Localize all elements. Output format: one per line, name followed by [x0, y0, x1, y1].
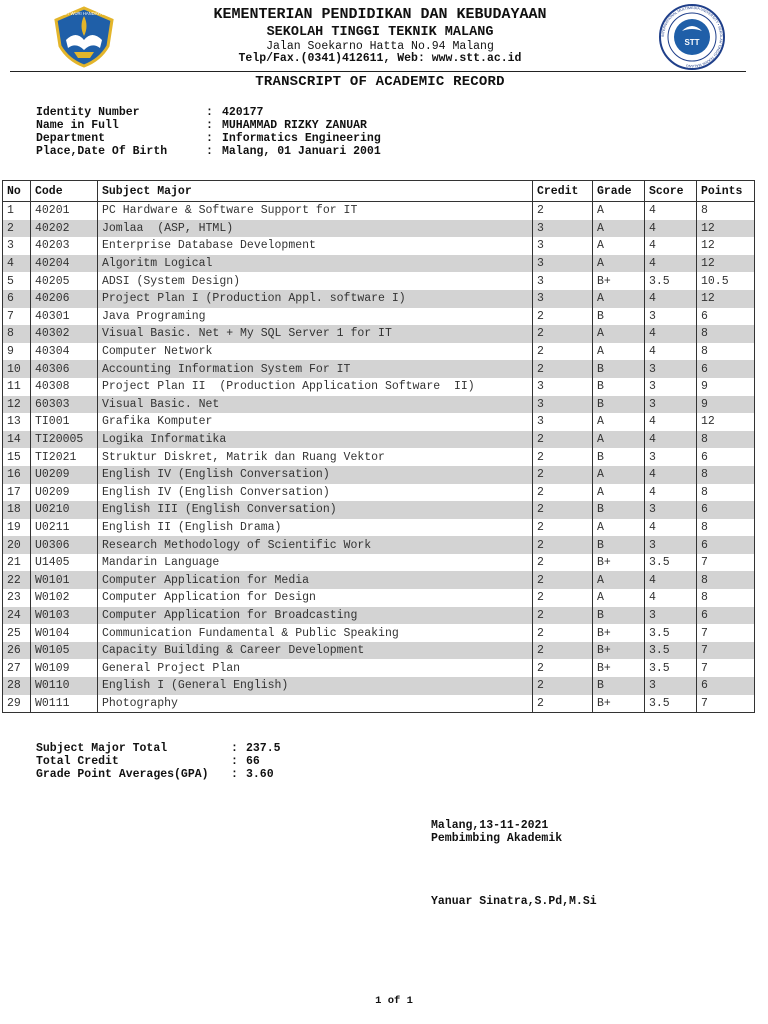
cell-score: 4 [645, 325, 697, 343]
cell-score: 3.5 [645, 642, 697, 660]
birth-label: Place,Date Of Birth [36, 145, 168, 158]
cell-no: 18 [3, 501, 31, 519]
table-row [3, 589, 755, 607]
department-value: Informatics Engineering [222, 132, 381, 145]
cell-score: 4 [645, 255, 697, 273]
table-row [3, 677, 755, 695]
totals-colon: : [231, 768, 238, 781]
cell-score: 3 [645, 677, 697, 695]
cell-score: 3.5 [645, 659, 697, 677]
cell-no: 13 [3, 413, 31, 431]
cell-no: 3 [3, 237, 31, 255]
cell-grade: B [593, 448, 645, 466]
cell-code: U0306 [31, 536, 98, 554]
cell-no: 14 [3, 431, 31, 449]
cell-code: W0105 [31, 642, 98, 660]
cell-credit: 2 [533, 202, 593, 220]
transcript-table [2, 180, 755, 713]
table-row [3, 255, 755, 273]
cell-credit: 2 [533, 325, 593, 343]
cell-grade: B [593, 501, 645, 519]
cell-code: W0109 [31, 659, 98, 677]
cell-credit: 3 [533, 378, 593, 396]
cell-score: 4 [645, 519, 697, 537]
school-name: SEKOLAH TINGGI TEKNIK MALANG [266, 25, 494, 40]
cell-score: 3 [645, 308, 697, 326]
cell-no: 29 [3, 695, 31, 713]
cell-grade: B [593, 396, 645, 414]
cell-code: U0211 [31, 519, 98, 537]
gpa-label: Grade Point Averages(GPA) [36, 768, 209, 781]
cell-score: 3 [645, 378, 697, 396]
cell-no: 4 [3, 255, 31, 273]
cell-credit: 2 [533, 554, 593, 572]
cell-subject: Struktur Diskret, Matrik dan Ruang Vektor [98, 448, 533, 466]
table-row [3, 237, 755, 255]
identity-colon: : [206, 119, 213, 132]
cell-code: W0103 [31, 607, 98, 625]
cell-credit: 2 [533, 695, 593, 713]
full-name-label: Name in Full [36, 119, 119, 132]
table-row [3, 695, 755, 713]
cell-points: 7 [697, 695, 755, 713]
cell-points: 12 [697, 255, 755, 273]
cell-score: 3 [645, 396, 697, 414]
cell-points: 10.5 [697, 272, 755, 290]
cell-points: 8 [697, 202, 755, 220]
cell-grade: A [593, 255, 645, 273]
cell-credit: 3 [533, 255, 593, 273]
cell-no: 10 [3, 360, 31, 378]
cell-points: 7 [697, 642, 755, 660]
cell-subject: Enterprise Database Development [98, 237, 533, 255]
cell-grade: A [593, 202, 645, 220]
cell-subject: Computer Network [98, 343, 533, 361]
cell-credit: 2 [533, 607, 593, 625]
totals-colon: : [231, 742, 238, 755]
cell-no: 16 [3, 466, 31, 484]
cell-no: 25 [3, 624, 31, 642]
cell-points: 6 [697, 677, 755, 695]
cell-points: 6 [697, 448, 755, 466]
table-row [3, 607, 755, 625]
cell-subject: English IV (English Conversation) [98, 484, 533, 502]
cell-code: 40301 [31, 308, 98, 326]
cell-score: 4 [645, 290, 697, 308]
subject-total-label: Subject Major Total [36, 742, 168, 755]
cell-credit: 2 [533, 589, 593, 607]
cell-score: 3 [645, 536, 697, 554]
cell-grade: B [593, 308, 645, 326]
table-row [3, 642, 755, 660]
cell-score: 3 [645, 501, 697, 519]
school-address: Jalan Soekarno Hatta No.94 Malang [266, 40, 494, 53]
birth-value: Malang, 01 Januari 2001 [222, 145, 381, 158]
cell-grade: A [593, 571, 645, 589]
cell-no: 24 [3, 607, 31, 625]
column-header-subject: Subject Major [98, 181, 533, 202]
table-body [3, 202, 755, 713]
cell-points: 8 [697, 484, 755, 502]
cell-points: 7 [697, 554, 755, 572]
cell-code: W0101 [31, 571, 98, 589]
cell-grade: A [593, 466, 645, 484]
cell-no: 22 [3, 571, 31, 589]
cell-subject: Capacity Building & Career Development [98, 642, 533, 660]
page-number: 1 of 1 [375, 995, 413, 1007]
cell-code: 40302 [31, 325, 98, 343]
cell-subject: Grafika Komputer [98, 413, 533, 431]
cell-credit: 2 [533, 360, 593, 378]
cell-code: U1405 [31, 554, 98, 572]
cell-subject: Project Plan II (Production Application Software II) [98, 378, 533, 396]
cell-grade: A [593, 589, 645, 607]
document-title: TRANSCRIPT OF ACADEMIC RECORD [255, 74, 505, 90]
cell-grade: B+ [593, 624, 645, 642]
cell-credit: 2 [533, 536, 593, 554]
table-row [3, 536, 755, 554]
cell-credit: 3 [533, 396, 593, 414]
cell-no: 20 [3, 536, 31, 554]
cell-credit: 2 [533, 624, 593, 642]
column-header-grade: Grade [593, 181, 645, 202]
cell-score: 3 [645, 607, 697, 625]
cell-code: 40201 [31, 202, 98, 220]
cell-code: W0104 [31, 624, 98, 642]
cell-no: 11 [3, 378, 31, 396]
cell-subject: Computer Application for Broadcasting [98, 607, 533, 625]
cell-subject: Computer Application for Media [98, 571, 533, 589]
cell-no: 26 [3, 642, 31, 660]
table-row [3, 290, 755, 308]
table-row [3, 571, 755, 589]
column-header-score: Score [645, 181, 697, 202]
cell-code: 60303 [31, 396, 98, 414]
identity-colon: : [206, 145, 213, 158]
cell-no: 9 [3, 343, 31, 361]
cell-credit: 2 [533, 571, 593, 589]
cell-subject: PC Hardware & Software Support for IT [98, 202, 533, 220]
cell-points: 6 [697, 607, 755, 625]
cell-credit: 2 [533, 501, 593, 519]
cell-subject: English III (English Conversation) [98, 501, 533, 519]
cell-points: 8 [697, 343, 755, 361]
cell-grade: B+ [593, 642, 645, 660]
table-row [3, 448, 755, 466]
gpa-value: 3.60 [246, 768, 274, 781]
cell-points: 9 [697, 396, 755, 414]
cell-credit: 2 [533, 343, 593, 361]
table-row [3, 325, 755, 343]
cell-grade: A [593, 325, 645, 343]
cell-points: 8 [697, 325, 755, 343]
cell-grade: B [593, 607, 645, 625]
cell-score: 3.5 [645, 272, 697, 290]
cell-score: 4 [645, 431, 697, 449]
cell-no: 17 [3, 484, 31, 502]
cell-grade: B [593, 360, 645, 378]
subject-total-value: 237.5 [246, 742, 281, 755]
cell-no: 7 [3, 308, 31, 326]
table-row [3, 519, 755, 537]
identity-number-label: Identity Number [36, 106, 140, 119]
cell-subject: Visual Basic. Net [98, 396, 533, 414]
column-header-code: Code [31, 181, 98, 202]
cell-no: 23 [3, 589, 31, 607]
logo-left-text: TUT WURI HANDAYANI [61, 11, 107, 16]
school-contact: Telp/Fax.(0341)412611, Web: www.stt.ac.id [238, 52, 522, 65]
table-row [3, 501, 755, 519]
table-row [3, 272, 755, 290]
cell-points: 8 [697, 466, 755, 484]
cell-subject: Java Programing [98, 308, 533, 326]
cell-code: 40204 [31, 255, 98, 273]
cell-no: 6 [3, 290, 31, 308]
cell-code: 40306 [31, 360, 98, 378]
cell-grade: A [593, 220, 645, 238]
table-row [3, 484, 755, 502]
cell-subject: English IV (English Conversation) [98, 466, 533, 484]
cell-score: 4 [645, 237, 697, 255]
cell-score: 3 [645, 448, 697, 466]
cell-score: 4 [645, 571, 697, 589]
cell-code: 40206 [31, 290, 98, 308]
cell-points: 6 [697, 308, 755, 326]
cell-credit: 2 [533, 659, 593, 677]
cell-credit: 2 [533, 431, 593, 449]
cell-code: TI001 [31, 413, 98, 431]
cell-score: 3.5 [645, 554, 697, 572]
cell-subject: Research Methodology of Scientific Work [98, 536, 533, 554]
cell-no: 1 [3, 202, 31, 220]
column-header-credit: Credit [533, 181, 593, 202]
cell-score: 4 [645, 484, 697, 502]
identity-colon: : [206, 106, 213, 119]
table-row [3, 202, 755, 220]
column-header-no: No [3, 181, 31, 202]
cell-grade: B [593, 677, 645, 695]
total-credit-value: 66 [246, 755, 260, 768]
cell-score: 3.5 [645, 624, 697, 642]
cell-grade: B [593, 536, 645, 554]
cell-score: 4 [645, 466, 697, 484]
cell-credit: 2 [533, 466, 593, 484]
cell-subject: Accounting Information System For IT [98, 360, 533, 378]
department-label: Department [36, 132, 106, 145]
cell-code: 40205 [31, 272, 98, 290]
cell-no: 28 [3, 677, 31, 695]
cell-credit: 2 [533, 484, 593, 502]
cell-no: 27 [3, 659, 31, 677]
ministry-name: KEMENTERIAN PENDIDIKAN DAN KEBUDAYAAN [213, 6, 547, 23]
cell-points: 12 [697, 237, 755, 255]
tut-wuri-handayani-logo [50, 6, 118, 68]
cell-grade: A [593, 484, 645, 502]
cell-points: 7 [697, 624, 755, 642]
cell-subject: Logika Informatika [98, 431, 533, 449]
table-row [3, 413, 755, 431]
cell-grade: A [593, 290, 645, 308]
cell-score: 4 [645, 202, 697, 220]
cell-grade: A [593, 343, 645, 361]
cell-no: 8 [3, 325, 31, 343]
cell-points: 8 [697, 519, 755, 537]
cell-grade: B [593, 378, 645, 396]
cell-score: 4 [645, 589, 697, 607]
stt-logo [656, 3, 728, 71]
table-row [3, 360, 755, 378]
logo-right-ring-text: INTERNATIONAL MULTIMEDIA UNIVERSITY • SEKOLAH TINGGI TEKNIK MALANG [660, 5, 724, 69]
cell-code: 40202 [31, 220, 98, 238]
logo-right-text: STT [684, 38, 700, 47]
cell-subject: Communication Fundamental & Public Speaking [98, 624, 533, 642]
cell-grade: B+ [593, 554, 645, 572]
cell-subject: General Project Plan [98, 659, 533, 677]
table-header-row [3, 181, 755, 202]
cell-code: W0111 [31, 695, 98, 713]
cell-code: U0209 [31, 466, 98, 484]
cell-grade: A [593, 237, 645, 255]
identity-number-value: 420177 [222, 106, 264, 119]
identity-colon: : [206, 132, 213, 145]
table-row [3, 624, 755, 642]
header-divider [10, 71, 746, 72]
cell-points: 12 [697, 413, 755, 431]
cell-points: 8 [697, 571, 755, 589]
cell-points: 12 [697, 220, 755, 238]
table-row [3, 554, 755, 572]
cell-points: 9 [697, 378, 755, 396]
cell-score: 4 [645, 220, 697, 238]
table-row [3, 659, 755, 677]
cell-points: 12 [697, 290, 755, 308]
cell-subject: Computer Application for Design [98, 589, 533, 607]
cell-no: 21 [3, 554, 31, 572]
cell-points: 8 [697, 431, 755, 449]
cell-grade: A [593, 413, 645, 431]
cell-points: 8 [697, 589, 755, 607]
cell-no: 2 [3, 220, 31, 238]
cell-subject: Algoritm Logical [98, 255, 533, 273]
cell-code: 40308 [31, 378, 98, 396]
totals-colon: : [231, 755, 238, 768]
table-row [3, 378, 755, 396]
cell-grade: B+ [593, 272, 645, 290]
cell-code: TI20005 [31, 431, 98, 449]
table-row [3, 308, 755, 326]
cell-subject: English I (General English) [98, 677, 533, 695]
cell-credit: 2 [533, 448, 593, 466]
table-row [3, 396, 755, 414]
cell-credit: 3 [533, 413, 593, 431]
cell-no: 5 [3, 272, 31, 290]
cell-subject: Jomlaa (ASP, HTML) [98, 220, 533, 238]
cell-grade: B+ [593, 695, 645, 713]
cell-code: U0209 [31, 484, 98, 502]
cell-subject: Photography [98, 695, 533, 713]
total-credit-label: Total Credit [36, 755, 119, 768]
cell-code: W0110 [31, 677, 98, 695]
cell-credit: 3 [533, 290, 593, 308]
cell-grade: A [593, 431, 645, 449]
cell-credit: 2 [533, 642, 593, 660]
cell-grade: A [593, 519, 645, 537]
cell-code: 40203 [31, 237, 98, 255]
column-header-points: Points [697, 181, 755, 202]
cell-points: 6 [697, 360, 755, 378]
cell-credit: 2 [533, 519, 593, 537]
cell-code: W0102 [31, 589, 98, 607]
table-row [3, 220, 755, 238]
cell-subject: Visual Basic. Net + My SQL Server 1 for IT [98, 325, 533, 343]
table-row [3, 431, 755, 449]
cell-subject: Project Plan I (Production Appl. software I) [98, 290, 533, 308]
cell-credit: 3 [533, 237, 593, 255]
cell-points: 6 [697, 501, 755, 519]
table-row [3, 466, 755, 484]
cell-code: U0210 [31, 501, 98, 519]
cell-points: 6 [697, 536, 755, 554]
cell-points: 7 [697, 659, 755, 677]
cell-code: 40304 [31, 343, 98, 361]
cell-credit: 3 [533, 272, 593, 290]
cell-score: 4 [645, 413, 697, 431]
cell-subject: English II (English Drama) [98, 519, 533, 537]
cell-code: TI2021 [31, 448, 98, 466]
table-row [3, 343, 755, 361]
full-name-value: MUHAMMAD RIZKY ZANUAR [222, 119, 367, 132]
cell-score: 4 [645, 343, 697, 361]
cell-score: 3 [645, 360, 697, 378]
signature-role: Pembimbing Akademik [431, 832, 563, 845]
signature-place-date: Malang,13-11-2021 [431, 819, 549, 832]
cell-subject: ADSI (System Design) [98, 272, 533, 290]
cell-subject: Mandarin Language [98, 554, 533, 572]
signature-name: Yanuar Sinatra,S.Pd,M.Si [431, 895, 597, 908]
cell-no: 12 [3, 396, 31, 414]
cell-credit: 2 [533, 677, 593, 695]
cell-score: 3.5 [645, 695, 697, 713]
cell-grade: B+ [593, 659, 645, 677]
cell-credit: 2 [533, 308, 593, 326]
cell-credit: 3 [533, 220, 593, 238]
cell-no: 15 [3, 448, 31, 466]
cell-no: 19 [3, 519, 31, 537]
